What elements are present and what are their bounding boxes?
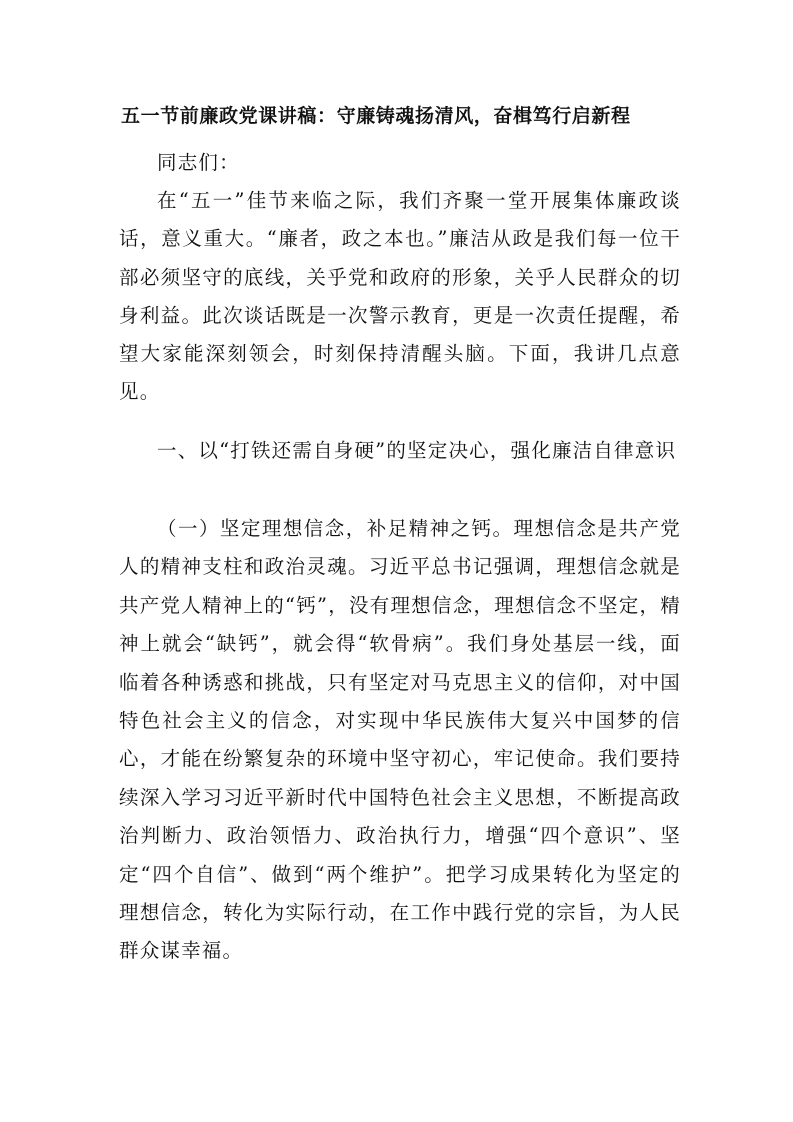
document-title: 五一节前廉政党课讲稿：守廉铸魂扬清风，奋楫笃行启新程 bbox=[121, 105, 631, 127]
greeting: 同志们： bbox=[157, 151, 240, 174]
section-heading-1: 一、以“打铁还需自身硬”的坚定决心，强化廉洁自律意识 bbox=[157, 439, 677, 462]
paragraph-1-1: （一）坚定理想信念，补足精神之钙。理想信念是共产党人的精神支柱和政治灵魂。习近平总书记强调，理想信念就是共产党人精神上的“钙”，没有理想信念，理想信念不坚定，精神上就会“缺钙”，就会得“软骨病”。我们身处基层一线，面临着各种诱惑和挑战，只有坚定对马克思主义的信仰，对中国特色社会主义的信念，对实现中华民族伟大复兴中国梦的信心，才能在纷繁复杂的环境中坚守初心，牢记使命。我们要持续深入学习习近平新时代中国特色社会主义思想，不断提高政治判断力、政治领悟力、政治执行力，增强“四个意识”、坚定“四个自信”、做到“两个维护”。把学习成果转化为坚定的理想信念，转化为实际行动，在工作中践行党的宗旨，为人民群众谋幸福。 bbox=[119, 517, 681, 963]
paragraph-intro: 在“五一”佳节来临之际，我们齐聚一堂开展集体廉政谈话，意义重大。“廉者，政之本也。”廉洁从政是我们每一位干部必须坚守的底线，关乎党和政府的形象，关乎人民群众的切身利益。此次谈话既是一次警示教育，更是一次责任提醒，希望大家能深刻领会，时刻保持清醒头脑。下面，我讲几点意见。 bbox=[119, 189, 681, 404]
